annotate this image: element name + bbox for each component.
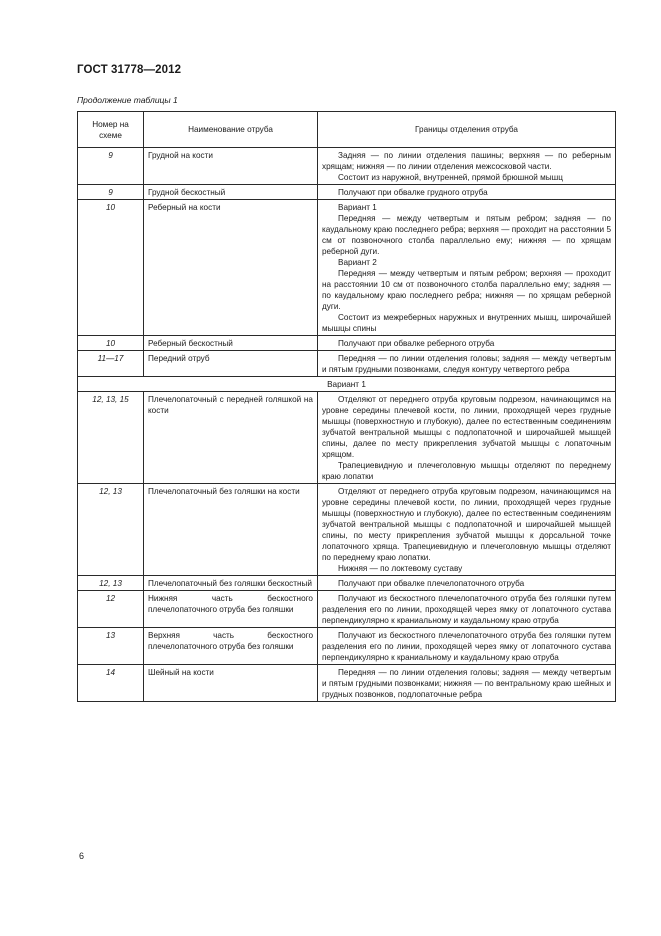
table-row [78,392,616,484]
boundary-paragraph: Получают при обвалке грудного отруба [338,188,488,197]
cut-boundaries [318,576,616,591]
cut-name: Плечелопаточный без голяшки бескостный [144,576,318,591]
cut-name: Реберный на кости [144,200,318,336]
table-row [78,148,616,185]
boundary-paragraph: Состоит из наружной, внутренней, прямой брюшной мышц [338,173,563,182]
variant-label: Вариант 1 [78,377,616,392]
table-row [78,185,616,200]
cut-boundaries [318,200,616,336]
cut-number: 9 [78,148,144,185]
table-row [78,591,616,628]
cut-boundaries [318,185,616,200]
cut-name: Плечелопаточный без голяшки на кости [144,484,318,576]
column-header-name: Наименование отруба [144,112,318,148]
table-body-variant [78,392,616,702]
cut-boundaries [318,336,616,351]
cut-boundaries [318,351,616,377]
boundary-paragraph: Отделяют от переднего отруба круговым подрезом, начинающимся на уровне середины плечевой кости, по линии, проходящей через грудные мышцы (поверхностную и глубокую), далее по естественным соединениям зубчатой вентральной мышцы с подлопаточной и широчайшей мышцей спины, по месту прикрепления зубчатой мышцы к дорсальной точке лопаточного хряща. Трапециевидную и плечеголовную мышцы отделяют по переднему краю лопатки. [322,487,611,562]
boundary-paragraph: Получают из бескостного плечелопаточного отруба без голяшки путем разделения его по линии, проходящей через ямку от лопаточного сустава перпендикулярно к краниальному и каудальному краю отруба [322,594,611,625]
boundary-paragraph: Вариант 1 [338,203,377,212]
cut-boundaries [318,628,616,665]
table-caption: Продолжение таблицы 1 [77,95,178,105]
table-row [78,351,616,377]
table-row [78,665,616,702]
column-header-number: Номер на схеме [78,112,144,148]
cut-boundaries [318,591,616,628]
boundary-paragraph: Передняя — между четвертым и пятым ребром; верхняя — проходит на расстоянии 10 см от позвоночного столба параллельно ему; задняя — по каудальному краю последнего ребра; нижняя — по хрящам реберной дуги. [322,269,611,311]
boundary-paragraph: Задняя — по линии отделения пашины; верхняя — по реберным хрящам; нижняя — по линии отделения межсосковой части. [322,151,611,171]
cut-name: Грудной на кости [144,148,318,185]
cut-number: 12, 13 [78,484,144,576]
cuts-table [77,111,616,702]
cut-number: 12, 13, 15 [78,392,144,484]
variant-section [78,377,616,392]
cut-name: Шейный на кости [144,665,318,702]
cut-boundaries [318,392,616,484]
page-number: 6 [79,851,85,861]
boundary-paragraph: Получают при обвалке плечелопаточного отруба [338,579,525,588]
boundary-paragraph: Нижняя — по локтевому суставу [338,564,463,573]
variant-row [78,377,616,392]
table-row [78,200,616,336]
boundary-paragraph: Передняя — по линии отделения головы; задняя — между четвертым и пятым грудными позвонками, следуя контуру четвертого ребра [322,354,611,374]
boundary-paragraph: Получают из бескостного плечелопаточного отруба без голяшки путем разделения его по линии, проходящей через ямку от лопаточного сустава перпендикулярно к краниальному и каудальному краю отруба [322,631,611,662]
boundary-paragraph: Передняя — между четвертым и пятым ребром; задняя — по каудальному краю последнего ребра; верхняя — проходит на расстоянии 5 см от позвоночного столба параллельно ему; нижняя — по хрящам реберной дуги. [322,214,611,256]
boundary-paragraph: Отделяют от переднего отруба круговым подрезом, начинающимся на уровне середины плечевой кости, по линии, проходящей через грудные мышцы (поверхностную и глубокую), далее по естественным соединениям зубчатой вентральной мышцы с подлопаточной и широчайшей мышцей спины, далее по месту прикрепления зубчатой мышцы с лопаточным хрящом. [322,395,611,459]
boundary-paragraph: Трапециевидную и плечеголовную мышцы отделяют по переднему краю лопатки [322,461,611,481]
table-header-row [78,112,616,148]
table-row [78,484,616,576]
column-header-bounds: Границы отделения отруба [318,112,616,148]
cut-number: 10 [78,336,144,351]
table-body [78,148,616,377]
boundary-paragraph: Получают при обвалке реберного отруба [338,339,495,348]
table-row [78,628,616,665]
table-row [78,336,616,351]
cut-number: 14 [78,665,144,702]
cut-boundaries [318,148,616,185]
table-row [78,576,616,591]
cut-name: Плечелопаточный с передней голяшкой на кости [144,392,318,484]
document-title: ГОСТ 31778—2012 [77,64,182,76]
cut-boundaries [318,484,616,576]
cut-boundaries [318,665,616,702]
boundary-paragraph: Вариант 2 [338,258,377,267]
cut-name: Верхняя часть бескостного плечелопаточного отруба без голяшки [144,628,318,665]
boundary-paragraph: Передняя — по линии отделения головы; задняя — между четвертым и пятым грудными позвонками; нижняя — по вентральному краю шейных и грудных позвонков, подлопаточные ребра [322,668,611,699]
cut-name: Реберный бескостный [144,336,318,351]
cut-number: 13 [78,628,144,665]
cut-name: Нижняя часть бескостного плечелопаточного отруба без голяшки [144,591,318,628]
cut-name: Передний отруб [144,351,318,377]
cut-number: 12 [78,591,144,628]
cut-number: 10 [78,200,144,336]
cut-name: Грудной бескостный [144,185,318,200]
cut-number: 11—17 [78,351,144,377]
cut-number: 9 [78,185,144,200]
cut-number: 12, 13 [78,576,144,591]
boundary-paragraph: Состоит из межреберных наружных и внутренних мышц, широчайшей мышцы спины [322,313,611,333]
